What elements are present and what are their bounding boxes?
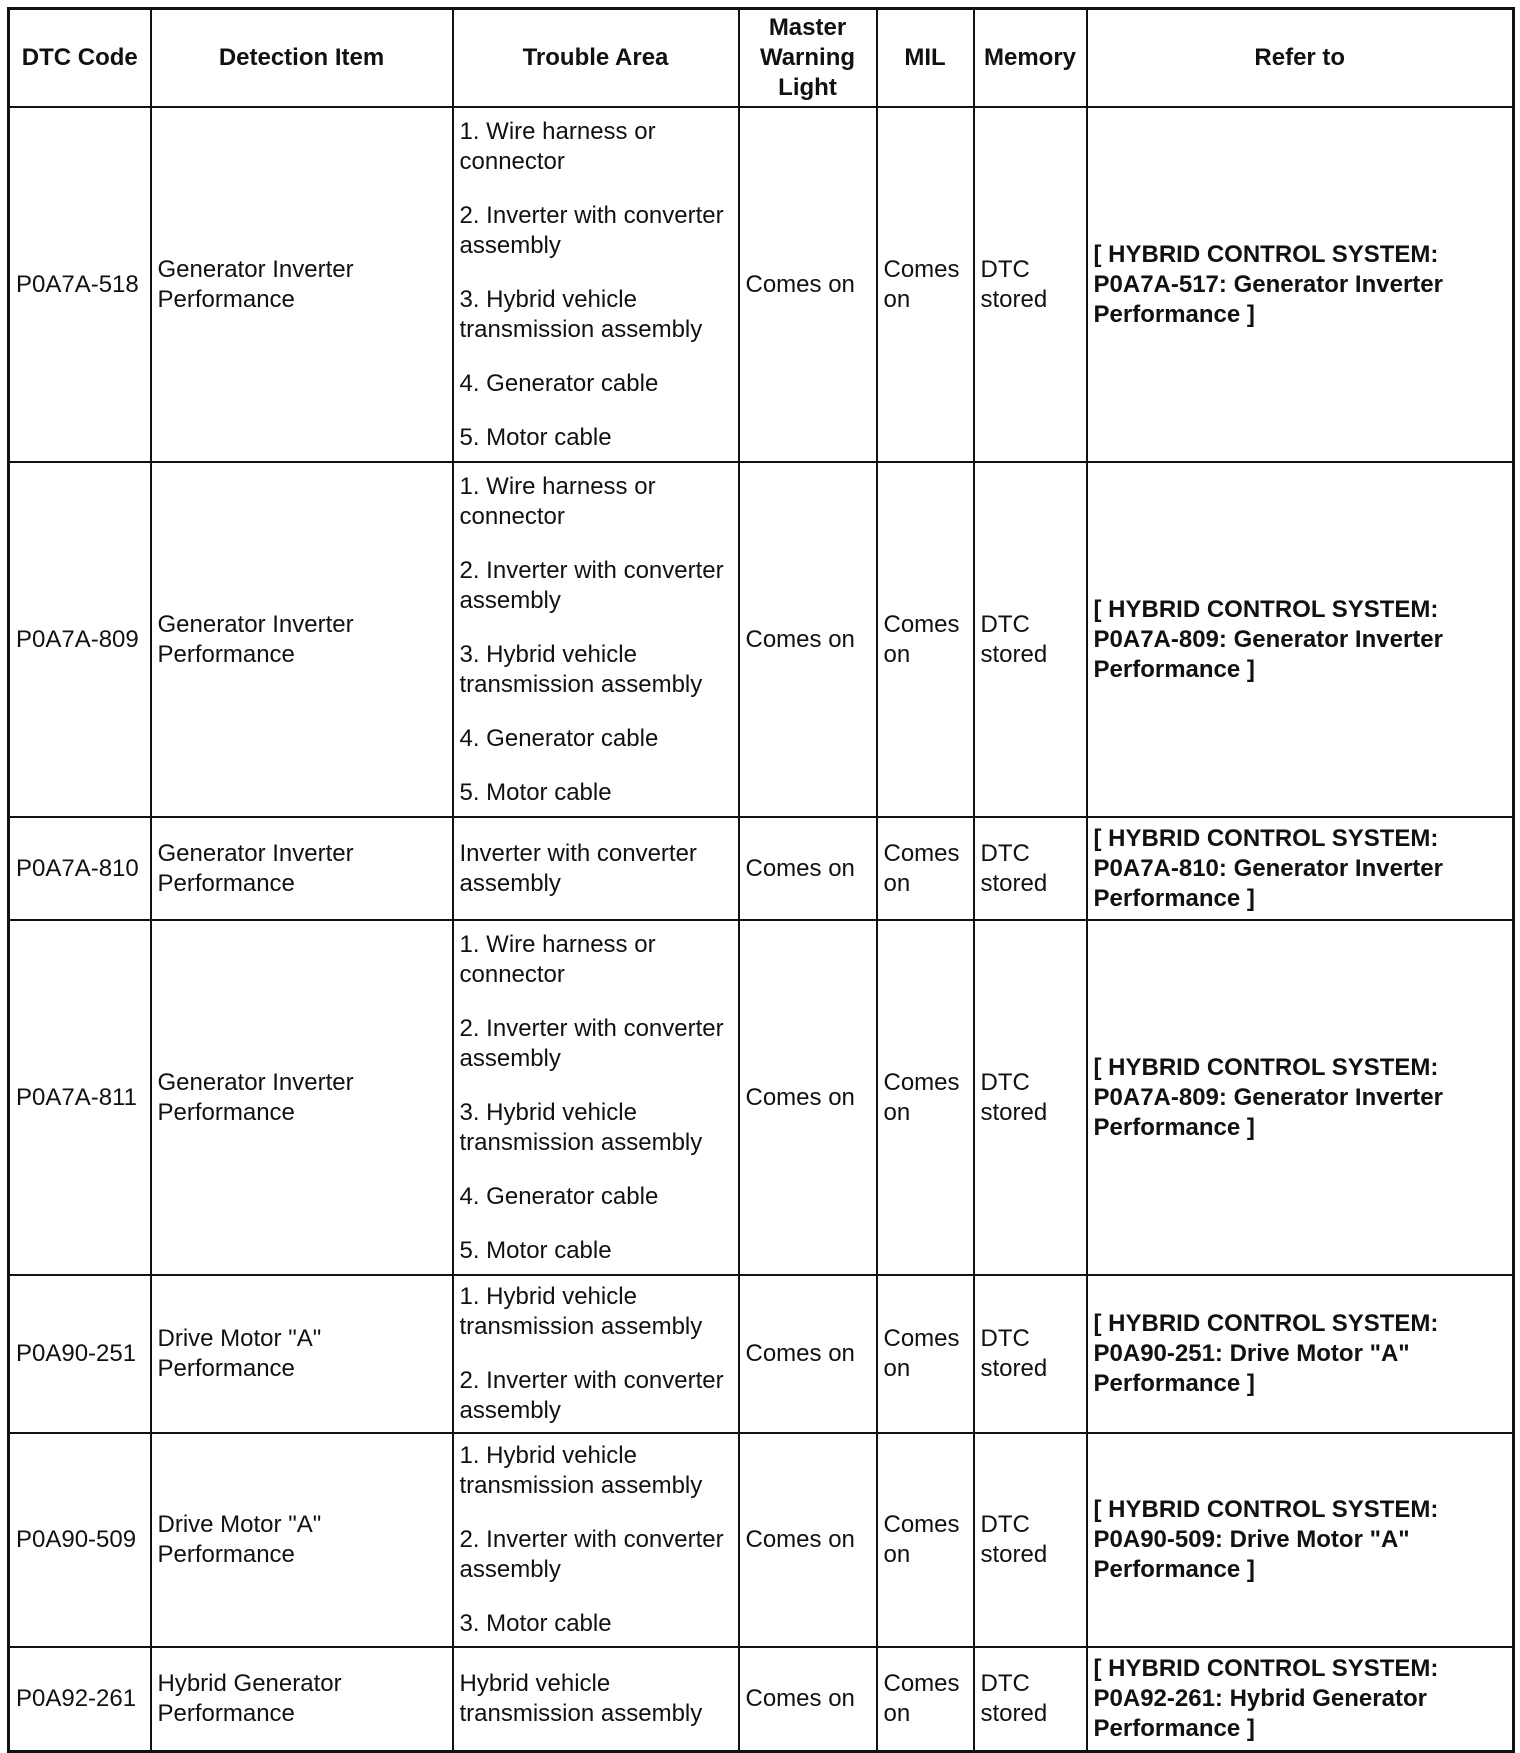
cell-trouble-area (453, 817, 739, 920)
cell-detection-item: Hybrid Generator Performance (151, 1647, 453, 1751)
trouble-area-item: 5. Motor cable (459, 1236, 612, 1264)
cell-mil: Comes on (877, 107, 974, 462)
cell-memory: DTC stored (974, 1275, 1087, 1433)
cell-dtc-code: P0A7A-811 (9, 920, 151, 1275)
trouble-area-item: 5. Motor cable (459, 778, 612, 806)
cell-master-warning-light: Comes on (739, 1647, 877, 1751)
cell-mil: Comes on (877, 1647, 974, 1751)
header-trouble-area: Trouble Area (453, 9, 739, 108)
cell-detection-item: Generator Inverter Performance (151, 817, 453, 920)
cell-memory: DTC stored (974, 1647, 1087, 1751)
cell-refer-to: [ HYBRID CONTROL SYSTEM: P0A90-509: Drive Motor "A" Performance ] (1087, 1433, 1514, 1647)
cell-master-warning-light: Comes on (739, 107, 877, 462)
cell-refer-to: [ HYBRID CONTROL SYSTEM: P0A7A-809: Generator Inverter Performance ] (1087, 920, 1514, 1275)
trouble-area-item: 2. Inverter with converter assembly (459, 201, 724, 259)
cell-detection-item: Drive Motor "A" Performance (151, 1433, 453, 1647)
trouble-area-item: Hybrid vehicle transmission assembly (459, 1669, 703, 1727)
trouble-area-item: 4. Generator cable (459, 1182, 659, 1210)
table-row (9, 1275, 1514, 1433)
cell-memory: DTC stored (974, 817, 1087, 920)
cell-refer-to: [ HYBRID CONTROL SYSTEM: P0A7A-809: Generator Inverter Performance ] (1087, 462, 1514, 817)
header-detection-item: Detection Item (151, 9, 453, 108)
cell-trouble-area (453, 1275, 739, 1433)
trouble-area-item: 2. Inverter with converter assembly (459, 1014, 724, 1072)
dtc-table (7, 7, 1515, 1753)
trouble-area-item: 3. Hybrid vehicle transmission assembly (459, 640, 703, 698)
trouble-area-item: 2. Inverter with converter assembly (459, 556, 724, 614)
cell-memory: DTC stored (974, 1433, 1087, 1647)
cell-trouble-area (453, 920, 739, 1275)
trouble-area-item: 1. Wire harness or connector (459, 117, 656, 175)
trouble-area-item: 4. Generator cable (459, 724, 659, 752)
cell-dtc-code: P0A92-261 (9, 1647, 151, 1751)
header-dtc-code: DTC Code (9, 9, 151, 108)
cell-dtc-code: P0A90-509 (9, 1433, 151, 1647)
trouble-area-item: 1. Wire harness or connector (459, 472, 656, 530)
header-refer-to: Refer to (1087, 9, 1514, 108)
header-mil: MIL (877, 9, 974, 108)
header-memory: Memory (974, 9, 1087, 108)
cell-dtc-code: P0A7A-518 (9, 107, 151, 462)
trouble-area-item: Inverter with converter assembly (459, 839, 697, 897)
cell-trouble-area (453, 462, 739, 817)
cell-refer-to: [ HYBRID CONTROL SYSTEM: P0A92-261: Hybrid Generator Performance ] (1087, 1647, 1514, 1751)
trouble-area-item: 1. Hybrid vehicle transmission assembly (459, 1442, 703, 1499)
cell-memory: DTC stored (974, 107, 1087, 462)
trouble-area-item: 2. Inverter with converter assembly (459, 1367, 724, 1424)
cell-refer-to: [ HYBRID CONTROL SYSTEM: P0A7A-810: Generator Inverter Performance ] (1087, 817, 1514, 920)
cell-dtc-code: P0A7A-810 (9, 817, 151, 920)
cell-detection-item: Generator Inverter Performance (151, 462, 453, 817)
trouble-area-item: 3. Hybrid vehicle transmission assembly (459, 285, 703, 343)
cell-detection-item: Generator Inverter Performance (151, 107, 453, 462)
cell-detection-item: Generator Inverter Performance (151, 920, 453, 1275)
table-row (9, 817, 1514, 920)
cell-memory: DTC stored (974, 462, 1087, 817)
cell-trouble-area (453, 1433, 739, 1647)
cell-trouble-area (453, 107, 739, 462)
trouble-area-item: 3. Motor cable (459, 1610, 612, 1637)
cell-master-warning-light: Comes on (739, 1433, 877, 1647)
cell-refer-to: [ HYBRID CONTROL SYSTEM: P0A90-251: Drive Motor "A" Performance ] (1087, 1275, 1514, 1433)
table-row (9, 920, 1514, 1275)
cell-master-warning-light: Comes on (739, 1275, 877, 1433)
cell-master-warning-light: Comes on (739, 920, 877, 1275)
cell-mil: Comes on (877, 1433, 974, 1647)
trouble-area-item: 2. Inverter with converter assembly (459, 1526, 724, 1583)
trouble-area-item: 1. Hybrid vehicle transmission assembly (459, 1283, 703, 1340)
trouble-area-item: 4. Generator cable (459, 369, 659, 397)
trouble-area-item: 5. Motor cable (459, 423, 612, 451)
cell-dtc-code: P0A90-251 (9, 1275, 151, 1433)
table-row (9, 107, 1514, 462)
header-row (9, 9, 1514, 108)
trouble-area-item: 1. Wire harness or connector (459, 930, 656, 988)
table-row (9, 1433, 1514, 1647)
header-master-warning-light: Master Warning Light (739, 9, 877, 108)
table-row (9, 462, 1514, 817)
cell-mil: Comes on (877, 817, 974, 920)
cell-trouble-area (453, 1647, 739, 1751)
trouble-area-item: 3. Hybrid vehicle transmission assembly (459, 1098, 703, 1156)
cell-memory: DTC stored (974, 920, 1087, 1275)
cell-mil: Comes on (877, 462, 974, 817)
table-row (9, 1647, 1514, 1751)
cell-refer-to: [ HYBRID CONTROL SYSTEM: P0A7A-517: Generator Inverter Performance ] (1087, 107, 1514, 462)
cell-master-warning-light: Comes on (739, 462, 877, 817)
cell-detection-item: Drive Motor "A" Performance (151, 1275, 453, 1433)
cell-mil: Comes on (877, 1275, 974, 1433)
cell-master-warning-light: Comes on (739, 817, 877, 920)
cell-mil: Comes on (877, 920, 974, 1275)
cell-dtc-code: P0A7A-809 (9, 462, 151, 817)
table-body (9, 107, 1514, 1751)
